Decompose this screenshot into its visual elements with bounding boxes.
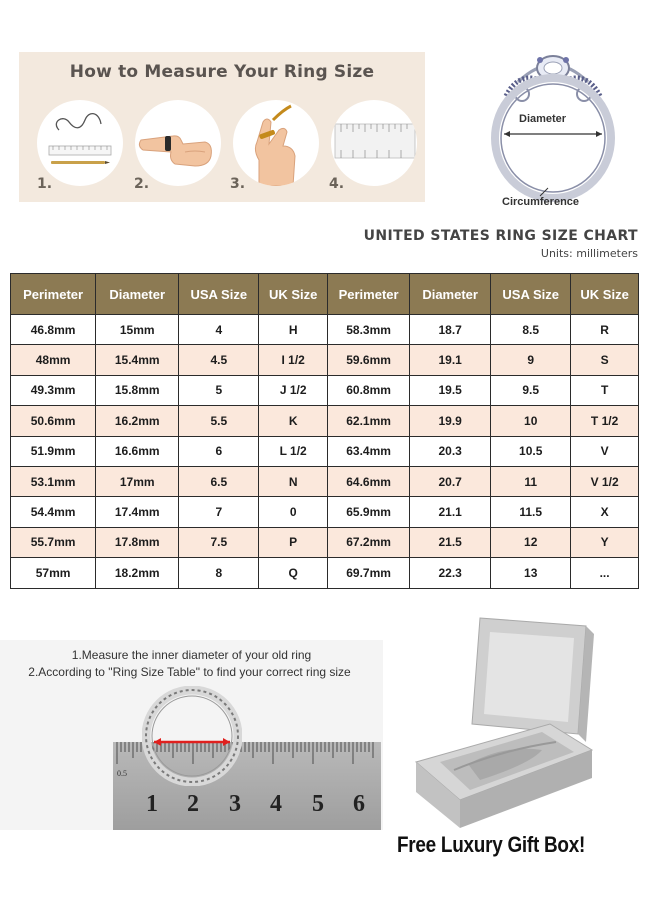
header-usa-size: USA Size (179, 274, 259, 315)
ruler-digit: 1 (146, 791, 158, 817)
table-row (11, 345, 639, 375)
header-uk-size: UK Size (259, 274, 328, 315)
table-cell: H (259, 315, 328, 345)
table-cell: 65.9mm (328, 497, 410, 527)
table-cell: 15mm (96, 315, 179, 345)
table-cell: 8 (179, 558, 259, 588)
how-to-measure-panel (19, 52, 425, 202)
table-cell: 19.1 (410, 345, 491, 375)
table-cell: 5.5 (179, 406, 259, 436)
header-perimeter-2: Perimeter (328, 274, 410, 315)
table-cell: X (571, 497, 639, 527)
table-cell: 21.1 (410, 497, 491, 527)
table-cell: 4 (179, 315, 259, 345)
table-cell: K (259, 406, 328, 436)
table-cell: 20.7 (410, 466, 491, 496)
table-cell: 17mm (96, 466, 179, 496)
table-cell: 59.6mm (328, 345, 410, 375)
table-cell: 20.3 (410, 436, 491, 466)
table-cell: T (571, 375, 639, 405)
step-4-label: 4. (329, 176, 345, 192)
table-cell: 55.7mm (11, 527, 96, 557)
table-cell: 46.8mm (11, 315, 96, 345)
ring-diameter-diagram (478, 46, 628, 216)
header-usa-size-2: USA Size (491, 274, 571, 315)
table-cell: 19.5 (410, 375, 491, 405)
table-cell: 7.5 (179, 527, 259, 557)
gift-box-caption: Free Luxury Gift Box! (397, 832, 586, 857)
table-cell: 67.2mm (328, 527, 410, 557)
table-cell: 50.6mm (11, 406, 96, 436)
table-cell: V 1/2 (571, 466, 639, 496)
ruler-digit: 6 (353, 791, 365, 817)
header-diameter-2: Diameter (410, 274, 491, 315)
table-cell: 7 (179, 497, 259, 527)
table-cell: 12 (491, 527, 571, 557)
table-cell: 0 (259, 497, 328, 527)
table-cell: 60.8mm (328, 375, 410, 405)
table-cell: 10.5 (491, 436, 571, 466)
ruler-digit: 3 (229, 791, 241, 817)
table-row (11, 375, 639, 405)
table-cell: 9.5 (491, 375, 571, 405)
table-row (11, 315, 639, 345)
step-3-hand-image (233, 100, 319, 186)
header-uk-size-2: UK Size (571, 274, 639, 315)
chart-title: UNITED STATES RING SIZE CHART (363, 228, 638, 244)
table-cell: 6.5 (179, 466, 259, 496)
header-diameter: Diameter (96, 274, 179, 315)
table-cell: 8.5 (491, 315, 571, 345)
table-cell: 21.5 (410, 527, 491, 557)
table-cell: Y (571, 527, 639, 557)
table-cell: 11 (491, 466, 571, 496)
ruler-small-label: 0.5 (117, 769, 127, 778)
table-header-row (11, 274, 639, 315)
table-cell: J 1/2 (259, 375, 328, 405)
eternity-ring-image (142, 686, 242, 786)
instruction-find-size: 2.According to "Ring Size Table" to find your correct ring size (28, 665, 351, 679)
table-cell: 18.2mm (96, 558, 179, 588)
measure-title: How to Measure Your Ring Size (69, 62, 375, 82)
table-cell: 22.3 (410, 558, 491, 588)
table-cell: 69.7mm (328, 558, 410, 588)
step-2-finger-image (135, 100, 221, 186)
table-cell: 48mm (11, 345, 96, 375)
table-row (11, 558, 639, 588)
table-row (11, 406, 639, 436)
ruler-digit: 2 (187, 791, 199, 817)
circumference-label: Circumference (502, 196, 580, 208)
table-cell: 16.6mm (96, 436, 179, 466)
table-cell: 15.4mm (96, 345, 179, 375)
table-cell: 53.1mm (11, 466, 96, 496)
step-4-ruler-image (331, 100, 417, 186)
table-cell: 10 (491, 406, 571, 436)
gift-box-image (410, 614, 600, 834)
table-cell: 51.9mm (11, 436, 96, 466)
header-perimeter: Perimeter (11, 274, 96, 315)
table-cell: R (571, 315, 639, 345)
table-row (11, 497, 639, 527)
table-cell: 62.1mm (328, 406, 410, 436)
table-cell: 5 (179, 375, 259, 405)
table-cell: P (259, 527, 328, 557)
table-cell: 57mm (11, 558, 96, 588)
table-cell: 49.3mm (11, 375, 96, 405)
table-cell: 15.8mm (96, 375, 179, 405)
table-cell: I 1/2 (259, 345, 328, 375)
step-1-label: 1. (37, 176, 53, 192)
table-cell: 19.9 (410, 406, 491, 436)
table-cell: S (571, 345, 639, 375)
table-cell: 9 (491, 345, 571, 375)
diameter-label: Diameter (519, 113, 567, 125)
table-cell: 6 (179, 436, 259, 466)
table-cell: 63.4mm (328, 436, 410, 466)
table-cell: 64.6mm (328, 466, 410, 496)
table-cell: 11.5 (491, 497, 571, 527)
ruler-digit: 4 (270, 791, 282, 817)
table-cell: V (571, 436, 639, 466)
table-cell: 16.2mm (96, 406, 179, 436)
step-1-string-ruler-image (37, 100, 123, 186)
table-cell: L 1/2 (259, 436, 328, 466)
table-cell: 58.3mm (328, 315, 410, 345)
table-cell: 17.8mm (96, 527, 179, 557)
table-cell: 17.4mm (96, 497, 179, 527)
ruler-digit: 5 (312, 791, 324, 817)
table-cell: 13 (491, 558, 571, 588)
step-3-label: 3. (230, 176, 246, 192)
table-row (11, 436, 639, 466)
step-2-label: 2. (134, 176, 150, 192)
table-cell: 54.4mm (11, 497, 96, 527)
ring-size-table (10, 273, 639, 589)
table-cell: Q (259, 558, 328, 588)
table-cell: ... (571, 558, 639, 588)
table-cell: 4.5 (179, 345, 259, 375)
table-cell: 18.7 (410, 315, 491, 345)
table-row (11, 527, 639, 557)
table-cell: T 1/2 (571, 406, 639, 436)
table-row (11, 466, 639, 496)
table-cell: N (259, 466, 328, 496)
chart-units: Units: millimeters (540, 247, 638, 260)
instruction-measure-diameter: 1.Measure the inner diameter of your old ring (71, 648, 312, 662)
